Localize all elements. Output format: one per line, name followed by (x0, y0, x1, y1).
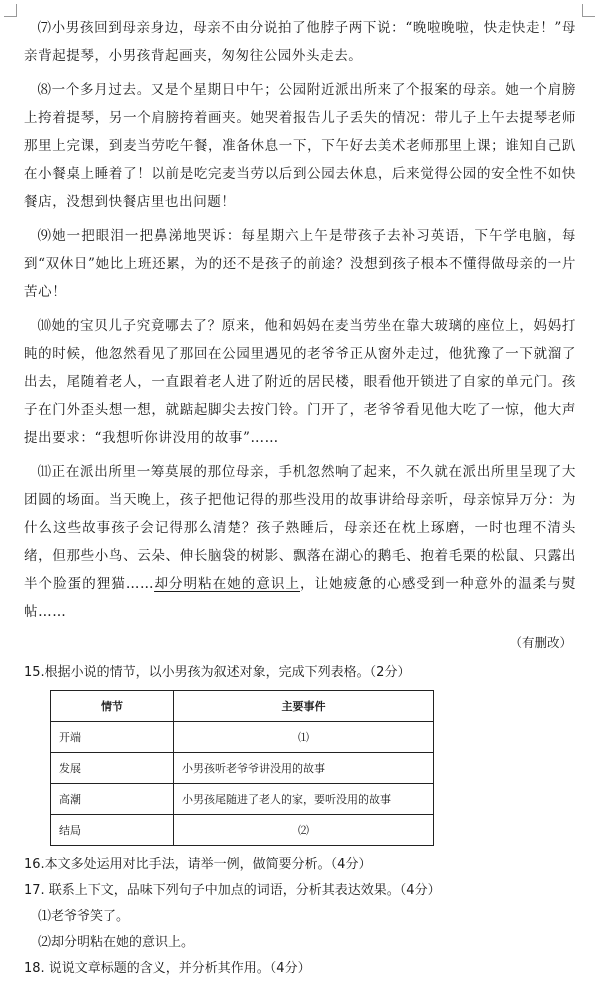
question-15: 15.根据小说的情节，以小男孩为叙述对象，完成下列表格。（2分） (24, 665, 411, 680)
question-17-item-1: ⑴老爷爷笑了。 (38, 909, 130, 924)
question-17-item-2: ⑵却分明粘在她的意识上。 (38, 935, 195, 950)
table-header-event: 主要事件 (174, 691, 434, 722)
exam-page (24, 14, 576, 982)
crop-mark-top-left (4, 4, 17, 17)
table-cell-stage: 发展 (51, 753, 174, 784)
table-row (51, 784, 434, 815)
paragraph-8: ⑻一个多月过去。又是个星期日中午；公园附近派出所来了个报案的母亲。她一个肩膀上挎着提琴，另一个肩膀挎着画夹。她哭着报告儿子丢失的情况：带儿子上午去提琴老师那里上完课，到麦当劳吃午餐，准备休息一下，下午好去美术老师那里上课；谁知自己趴在小餐桌上睡着了！以前是吃完麦当劳以后到公园去休息，后来觉得公园的安全性不如快餐店，没想到快餐店里也出问题！ (24, 82, 576, 210)
table-cell-stage: 开端 (51, 722, 174, 753)
plot-table (50, 690, 434, 846)
table-row (51, 722, 434, 753)
table-cell-answer-blank[interactable]: ⑴ (174, 722, 434, 753)
table-cell-stage: 结局 (51, 815, 174, 846)
table-cell-event: 小男孩尾随进了老人的家，要听没用的故事 (174, 784, 434, 815)
paragraph-10: ⑽她的宝贝儿子究竟哪去了？原来，他和妈妈在麦当劳坐在靠大玻璃的座位上，妈妈打盹的时候，他忽然看见了那回在公园里遇见的老爷爷正从窗外走过，他犹豫了一下就溜了出去，尾随着老人，一直跟着老人进了附近的居民楼，眼看他开锁进了自家的单元门。孩子在门外歪头想一想，就踮起脚尖去按门铃。门开了，老爷爷看见他大吃了一惊，他大声提出要求：“我想听你讲没用的故事”…… (24, 318, 576, 446)
table-row (51, 753, 434, 784)
table-cell-stage: 高潮 (51, 784, 174, 815)
paragraph-11 (24, 458, 576, 626)
paragraph-9: ⑼她一把眼泪一把鼻涕地哭诉：每星期六上午是带孩子去补习英语，下午学电脑，每到“双休日”她比上班还累，为的还不是孩子的前途？没想到孩子根本不懂得做母亲的一片苦心！ (24, 228, 576, 300)
crop-mark-top-right (582, 4, 595, 17)
table-cell-event: 小男孩听老爷爷讲没用的故事 (174, 753, 434, 784)
table-cell-answer-blank[interactable]: ⑵ (174, 815, 434, 846)
table-row (51, 815, 434, 846)
paragraph-7: ⑺小男孩回到母亲身边，母亲不由分说拍了他脖子两下说：“晚啦晚啦，快走快走！”母亲背起提琴，小男孩背起画夹，匆匆往公园外头走去。 (24, 20, 576, 64)
paragraph-11-text: ⑾正在派出所里一筹莫展的那位母亲，手机忽然响了起来，不久就在派出所里呈现了大团圆的场面。当天晚上，孩子把他记得的那些没用的故事讲给母亲听，母亲惊异万分：为什么这些故事孩子会记得那么清楚？孩子熟睡后，母亲还在枕上琢磨，一时也理不清头绪，但那些小鸟、云朵、伸长脑袋的树影、飘落在湖心的鹅毛、抱着毛栗的松鼠、只露出半个脸蛋的狸猫…… (24, 464, 576, 592)
question-16: 16.本文多处运用对比手法，请举一例，做简要分析。（4分） (24, 857, 372, 872)
source-note: （有删改） (509, 635, 572, 650)
table-header-row (51, 691, 434, 722)
paragraph-11-underlined: 却分明粘在她的意识上 (154, 576, 301, 592)
question-18: 18. 说说文章标题的含义，并分析其作用。（4分） (24, 961, 311, 976)
paragraph-11-tail: ，让她疲惫的心感受到一种意外的温柔与熨帖…… (24, 576, 577, 620)
table-header-stage: 情节 (51, 691, 174, 722)
question-17: 17. 联系上下文，品味下列句子中加点的词语，分析其表达效果。（4分） (24, 883, 441, 898)
